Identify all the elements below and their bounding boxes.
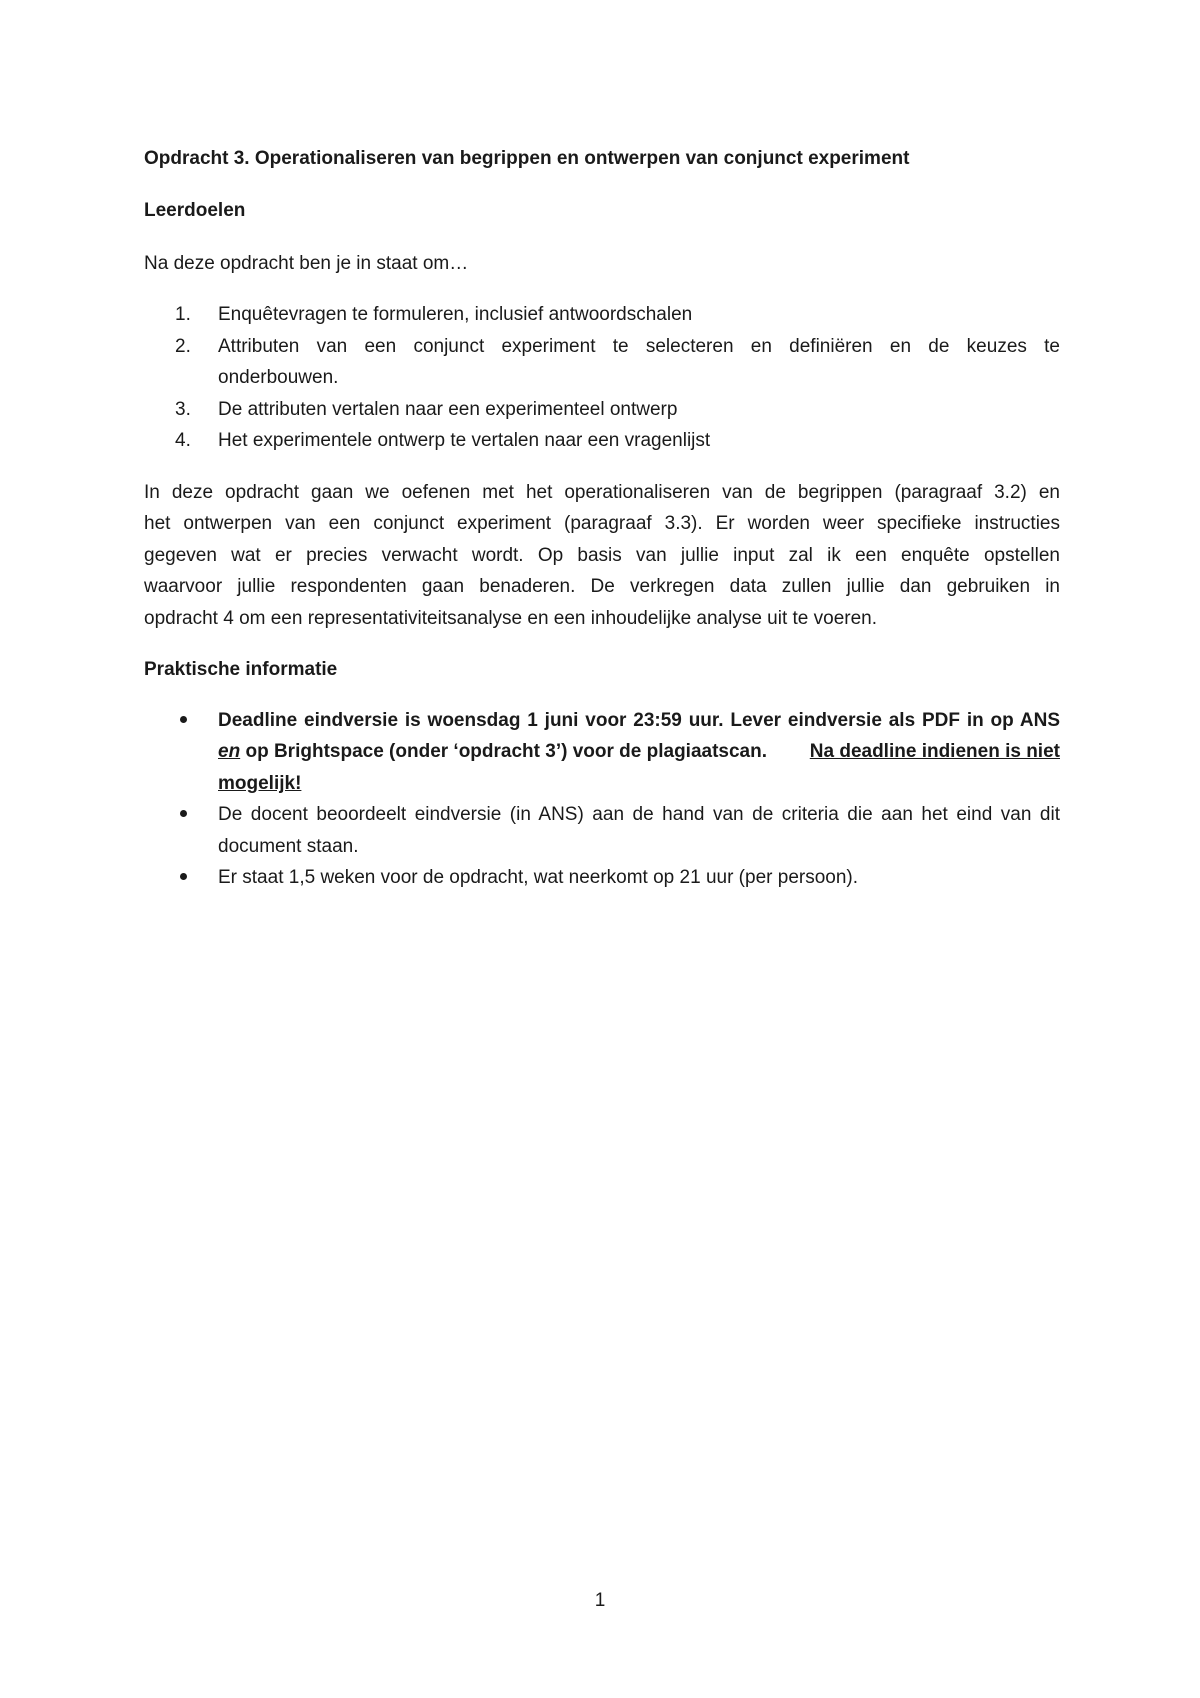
bullet-item-assessment: De docent beoordeelt eindversie (in ANS) aan de hand van de criteria die aan het eind van dit [218, 804, 1060, 825]
bullet-item-time: Er staat 1,5 weken voor de opdracht, wat neerkomt op 21 uur (per persoon). [218, 867, 859, 888]
emphasis-en: en [218, 741, 241, 762]
paragraph-line: opdracht 4 om een representativiteitsanalyse en een inhoudelijke analyse uit te voeren. [144, 608, 878, 629]
document-title: Opdracht 3. Operationaliseren van begrippen en ontwerpen van conjunct experiment [144, 148, 910, 169]
page-number: 1 [594, 1590, 606, 1611]
goal-number: 1. [175, 304, 191, 325]
bullet-text: op Brightspace (onder ‘opdracht 3’) voor de plagiaatscan. [240, 741, 768, 762]
bullet-item-deadline-line2 [218, 741, 1060, 762]
goal-item: De attributen vertalen naar een experimenteel ontwerp [218, 399, 678, 420]
intro-text: Na deze opdracht ben je in staat om… [144, 253, 469, 274]
deadline-warning: Na deadline indienen is niet [809, 741, 1060, 762]
goal-item-continuation: onderbouwen. [218, 367, 339, 388]
praktisch-heading: Praktische informatie [144, 659, 338, 680]
leerdoelen-heading: Leerdoelen [144, 200, 246, 221]
goal-item: Enquêtevragen te formuleren, inclusief antwoordschalen [218, 304, 693, 325]
bullet-dot [180, 716, 187, 723]
deadline-warning-continuation: mogelijk! [218, 773, 302, 794]
goal-number: 2. [175, 336, 191, 357]
goal-item: Het experimentele ontwerp te vertalen naar een vragenlijst [218, 430, 711, 451]
goal-item: Attributen van een conjunct experiment te selecteren en definiëren en de keuzes te [218, 336, 1060, 357]
paragraph-line: het ontwerpen van een conjunct experiment (paragraaf 3.3). Er worden weer specifieke instructies [144, 513, 1060, 534]
paragraph-line: In deze opdracht gaan we oefenen met het operationaliseren van de begrippen (paragraaf 3.2) en [144, 482, 1060, 503]
goal-number: 4. [175, 430, 191, 451]
bullet-item-assessment-line2: document staan. [218, 836, 359, 857]
paragraph-line: gegeven wat er precies verwacht wordt. Op basis van jullie input zal ik een enquête opstellen [144, 545, 1060, 566]
bullet-dot [180, 873, 187, 880]
goal-number: 3. [175, 399, 191, 420]
bullet-item-deadline: Deadline eindversie is woensdag 1 juni voor 23:59 uur. Lever eindversie als PDF in op ANS [218, 710, 1060, 731]
bullet-dot [180, 810, 187, 817]
paragraph-line: waarvoor jullie respondenten gaan benaderen. De verkregen data zullen jullie dan gebruiken in [144, 576, 1060, 597]
